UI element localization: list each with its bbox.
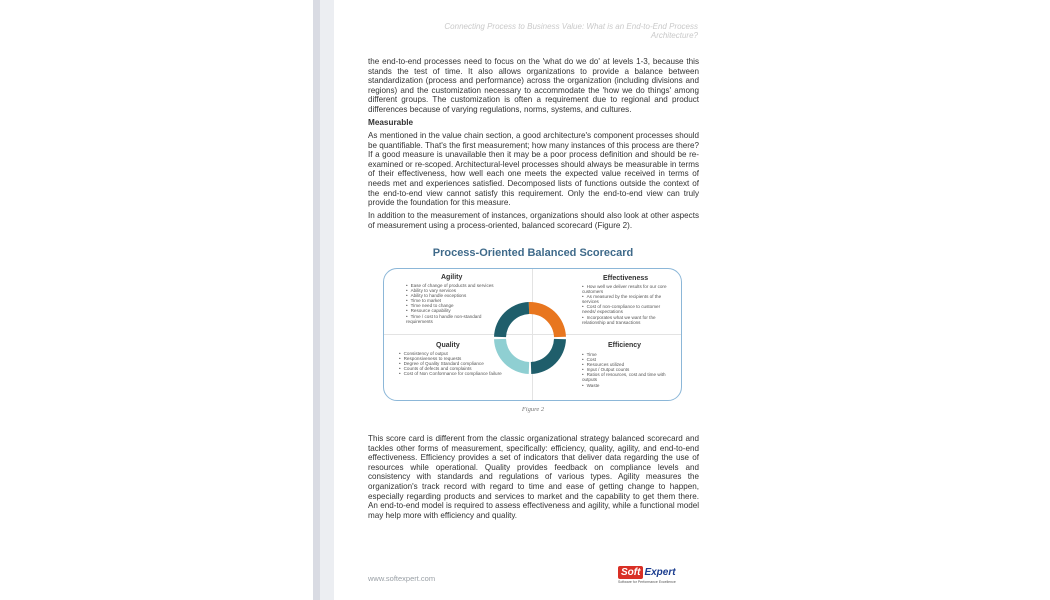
figure-caption: Figure 2: [521, 406, 545, 413]
footer-website-link[interactable]: www.softexpert.com: [368, 574, 436, 583]
agility-item: • Time to market: [406, 298, 506, 303]
quality-item: • Counts of defects and complaints: [399, 366, 509, 371]
agility-item: • Ability to vary services: [406, 288, 506, 293]
effectiveness-item: • How well we deliver results for our core customers: [582, 284, 674, 294]
donut-segment-agility: [494, 302, 529, 337]
quality-item: • Consistency of output: [399, 351, 509, 356]
effectiveness-item: • Cost of non-compliance to customer needs/ expectations: [582, 304, 674, 314]
logo-expert-text: Expert: [644, 567, 676, 578]
paragraph-measurable: As mentioned in the value chain section, a good architecture's component processes should be quantifiable. That's the first measurement; how many instances of this process are there? If a good measure is unavailable then it may be a poor process definition and should be re-examined or re-scoped. Architectural-level processes should always be measurable in terms of their effectiveness, how well each one meets the expected value received in terms of needs met and experiences satisfied. Decomposed lists of functions outside the context of the end-to-end view cannot satisfy this requirement. Only the end-to-end view can truly provide the foundation for this measure.: [368, 131, 699, 208]
efficiency-item: • Time: [582, 352, 674, 357]
efficiency-item: • Input / Output counts: [582, 367, 674, 372]
softexpert-logo: [618, 566, 698, 588]
agility-title: Agility: [441, 274, 463, 281]
donut-segment-quality: [494, 339, 529, 374]
effectiveness-title: Effectiveness: [603, 275, 649, 282]
effectiveness-item: • Incorporates what we want for the relationship and transactions: [582, 315, 674, 325]
scorecard-donut-graphic: [488, 296, 572, 380]
quality-item: • Degree of Quality Standard compliance: [399, 361, 509, 366]
figure-title: Process-Oriented Balanced Scorecard: [432, 247, 634, 259]
agility-item: • Ease of change of products and services: [406, 283, 506, 288]
viewer-sidebar-edge: [313, 0, 320, 600]
quality-item: • Responsiveness to requests: [399, 356, 509, 361]
agility-item: • Time need to change: [406, 303, 506, 308]
agility-item: • Ability to handle exceptions: [406, 293, 506, 298]
agility-item: • Resource capability: [406, 308, 506, 313]
donut-segment-efficiency: [531, 339, 566, 374]
efficiency-title: Efficiency: [608, 342, 642, 349]
effectiveness-item: • As measured by the recipients of the services: [582, 294, 674, 304]
efficiency-list: [582, 352, 674, 388]
effectiveness-list: [582, 284, 674, 325]
logo-soft-text: Soft: [618, 566, 643, 579]
viewer-scroll-gutter[interactable]: [320, 0, 334, 600]
quality-title: Quality: [436, 342, 460, 349]
logo-tagline: Software for Performance Excellence: [618, 580, 676, 584]
efficiency-item: • Resources utilized: [582, 362, 674, 367]
section-heading-measurable: Measurable: [368, 118, 414, 127]
agility-item: • Time / cost to handle non-standard requirements: [406, 314, 506, 324]
efficiency-item: • Waste: [582, 383, 674, 388]
donut-segment-effectiveness: [529, 302, 566, 337]
page-header: Connecting Process to Business Value: What is an End-to-End Process Architecture?: [444, 22, 698, 40]
balanced-scorecard-figure: [383, 268, 682, 401]
efficiency-item: • Ratios of resources, cost and time with outputs: [582, 372, 674, 382]
paragraph-scorecard-explanation: This score card is different from the classic organizational strategy balanced scorecard and tackles other forms of measurement, specifically: efficiency, quality, agility, and end-to-end effectiveness. Efficiency provides a set of indicators that deliver data regarding the use of resources while operational. Quality provides feedback on compliance levels and consistency with standards and regulations of various types. Agility measures the organization's track record with regard to time and ease of getting change to happen, especially regarding products and services to market and the capability to get them there. An end-to-end model is required to assess effectiveness and agility, while a functional model may help more with efficiency and quality.: [368, 434, 699, 520]
quality-item: • Cost of Non Conformance for compliance failure: [399, 371, 509, 376]
paragraph-scorecard-intro: In addition to the measurement of instances, organizations should also look at other aspects of measurement using a process-oriented, balanced scorecard (Figure 2).: [368, 211, 699, 230]
paragraph-intro: the end-to-end processes need to focus on the 'what do we do' at levels 1-3, because this stands the test of time. It also allows organizations to provide a balance between standardization (process and performance) across the organization (including divisions and regions) and the customization necessary to accommodate the 'how we do things' among different groups. The customization is often a requirement due to regional and product differences because of varying regulations, norms, systems, and cultures.: [368, 57, 699, 114]
efficiency-item: • Cost: [582, 357, 674, 362]
